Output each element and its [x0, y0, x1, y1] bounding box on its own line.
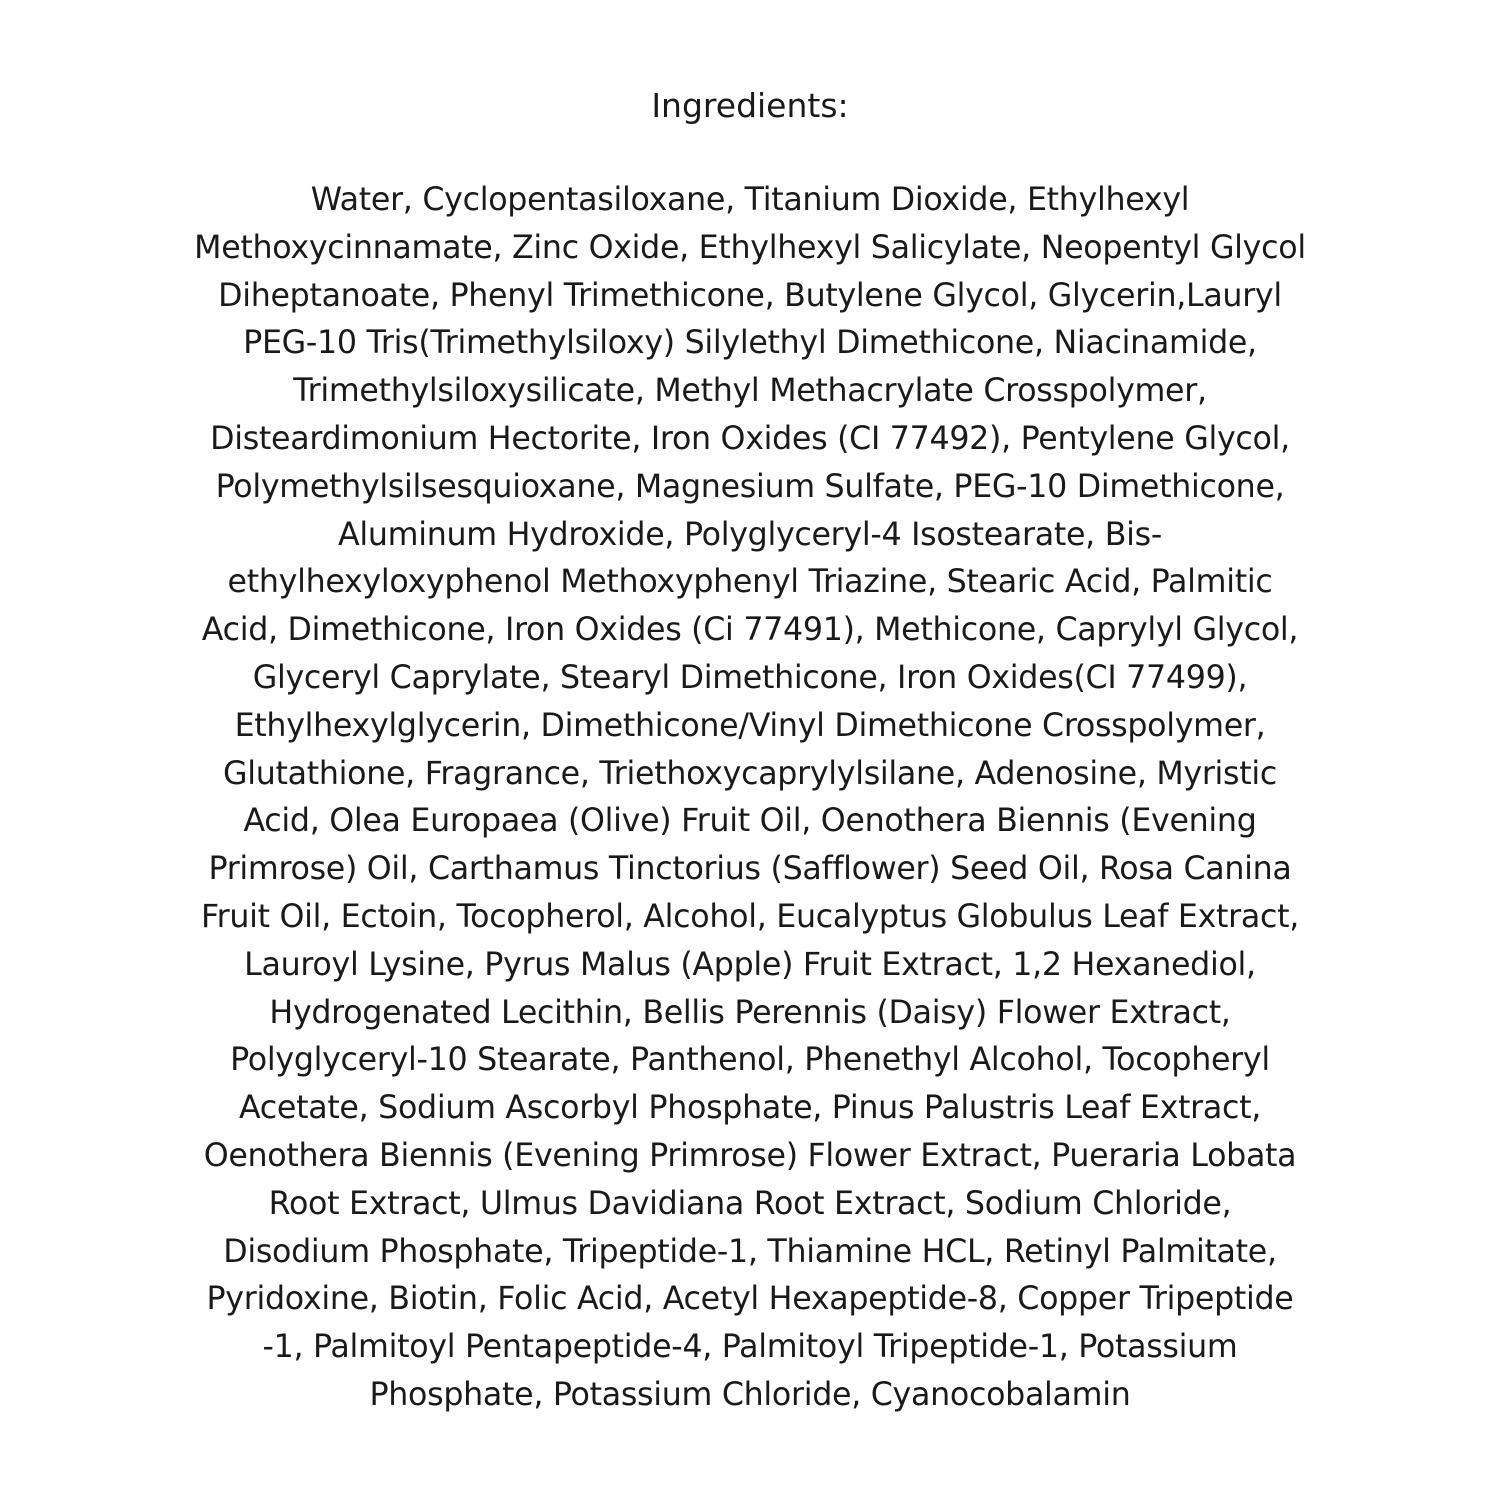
ingredient-line: Aluminum Hydroxide, Polyglyceryl-4 Isostearate, Bis- [338, 516, 1162, 553]
ingredient-line: Ethylhexylglycerin, Dimethicone/Vinyl Dimethicone Crosspolymer, [234, 707, 1266, 744]
ingredient-line: Glyceryl Caprylate, Stearyl Dimethicone, Iron Oxides(CI 77499), [252, 659, 1248, 696]
ingredient-line: PEG-10 Tris(Trimethylsiloxy) Silylethyl Dimethicone, Niacinamide, [243, 325, 1257, 362]
ingredient-line: Glutathione, Fragrance, Triethoxycaprylylsilane, Adenosine, Myristic [223, 755, 1277, 792]
ingredient-line: Acid, Dimethicone, Iron Oxides (Ci 77491), Methicone, Caprylyl Glycol, [201, 612, 1299, 649]
ingredient-line: Acid, Olea Europaea (Olive) Fruit Oil, Oenothera Biennis (Evening [243, 803, 1257, 840]
ingredient-line: Diheptanoate, Phenyl Trimethicone, Butylene Glycol, Glycerin,Lauryl [218, 277, 1282, 314]
ingredient-line: Polyglyceryl-10 Stearate, Panthenol, Phenethyl Alcohol, Tocopheryl [230, 1042, 1270, 1079]
ingredient-line: Root Extract, Ulmus Davidiana Root Extract, Sodium Chloride, [268, 1185, 1232, 1222]
ingredients-heading: Ingredients: [651, 86, 849, 125]
ingredient-line: Pyridoxine, Biotin, Folic Acid, Acetyl Hexapeptide-8, Copper Tripeptide [206, 1281, 1294, 1318]
ingredient-line: Polymethylsilsesquioxane, Magnesium Sulfate, PEG-10 Dimethicone, [215, 468, 1285, 505]
ingredient-line: Hydrogenated Lecithin, Bellis Perennis (Daisy) Flower Extract, [269, 994, 1231, 1031]
ingredient-line: ethylhexyloxyphenol Methoxyphenyl Triazine, Stearic Acid, Palmitic [227, 564, 1273, 601]
ingredient-line: Disodium Phosphate, Tripeptide-1, Thiamine HCL, Retinyl Palmitate, [223, 1233, 1277, 1270]
ingredient-line: Methoxycinnamate, Zinc Oxide, Ethylhexyl Salicylate, Neopentyl Glycol [194, 229, 1306, 266]
ingredient-line: Oenothera Biennis (Evening Primrose) Flower Extract, Pueraria Lobata [203, 1137, 1297, 1174]
ingredient-line: Lauroyl Lysine, Pyrus Malus (Apple) Fruit Extract, 1,2 Hexanediol, [244, 946, 1256, 983]
ingredient-line: Water, Cyclopentasiloxane, Titanium Dioxide, Ethylhexyl [310, 182, 1190, 218]
ingredient-line: Primrose) Oil, Carthamus Tinctorius (Safflower) Seed Oil, Rosa Canina [208, 851, 1292, 888]
ingredient-line: -1, Palmitoyl Pentapeptide-4, Palmitoyl Tripeptide-1, Potassium [262, 1329, 1238, 1366]
ingredient-line: Trimethylsiloxysilicate, Methyl Methacrylate Crosspolymer, [293, 373, 1207, 410]
ingredients-list [0, 177, 1500, 1420]
ingredient-line: Fruit Oil, Ectoin, Tocopherol, Alcohol, Eucalyptus Globulus Leaf Extract, [200, 898, 1299, 935]
ingredient-line: Acetate, Sodium Ascorbyl Phosphate, Pinus Palustris Leaf Extract, [238, 1090, 1261, 1127]
ingredient-line: Disteardimonium Hectorite, Iron Oxides (CI 77492), Pentylene Glycol, [210, 420, 1290, 457]
ingredient-line: Phosphate, Potassium Chloride, Cyanocobalamin [369, 1376, 1131, 1413]
